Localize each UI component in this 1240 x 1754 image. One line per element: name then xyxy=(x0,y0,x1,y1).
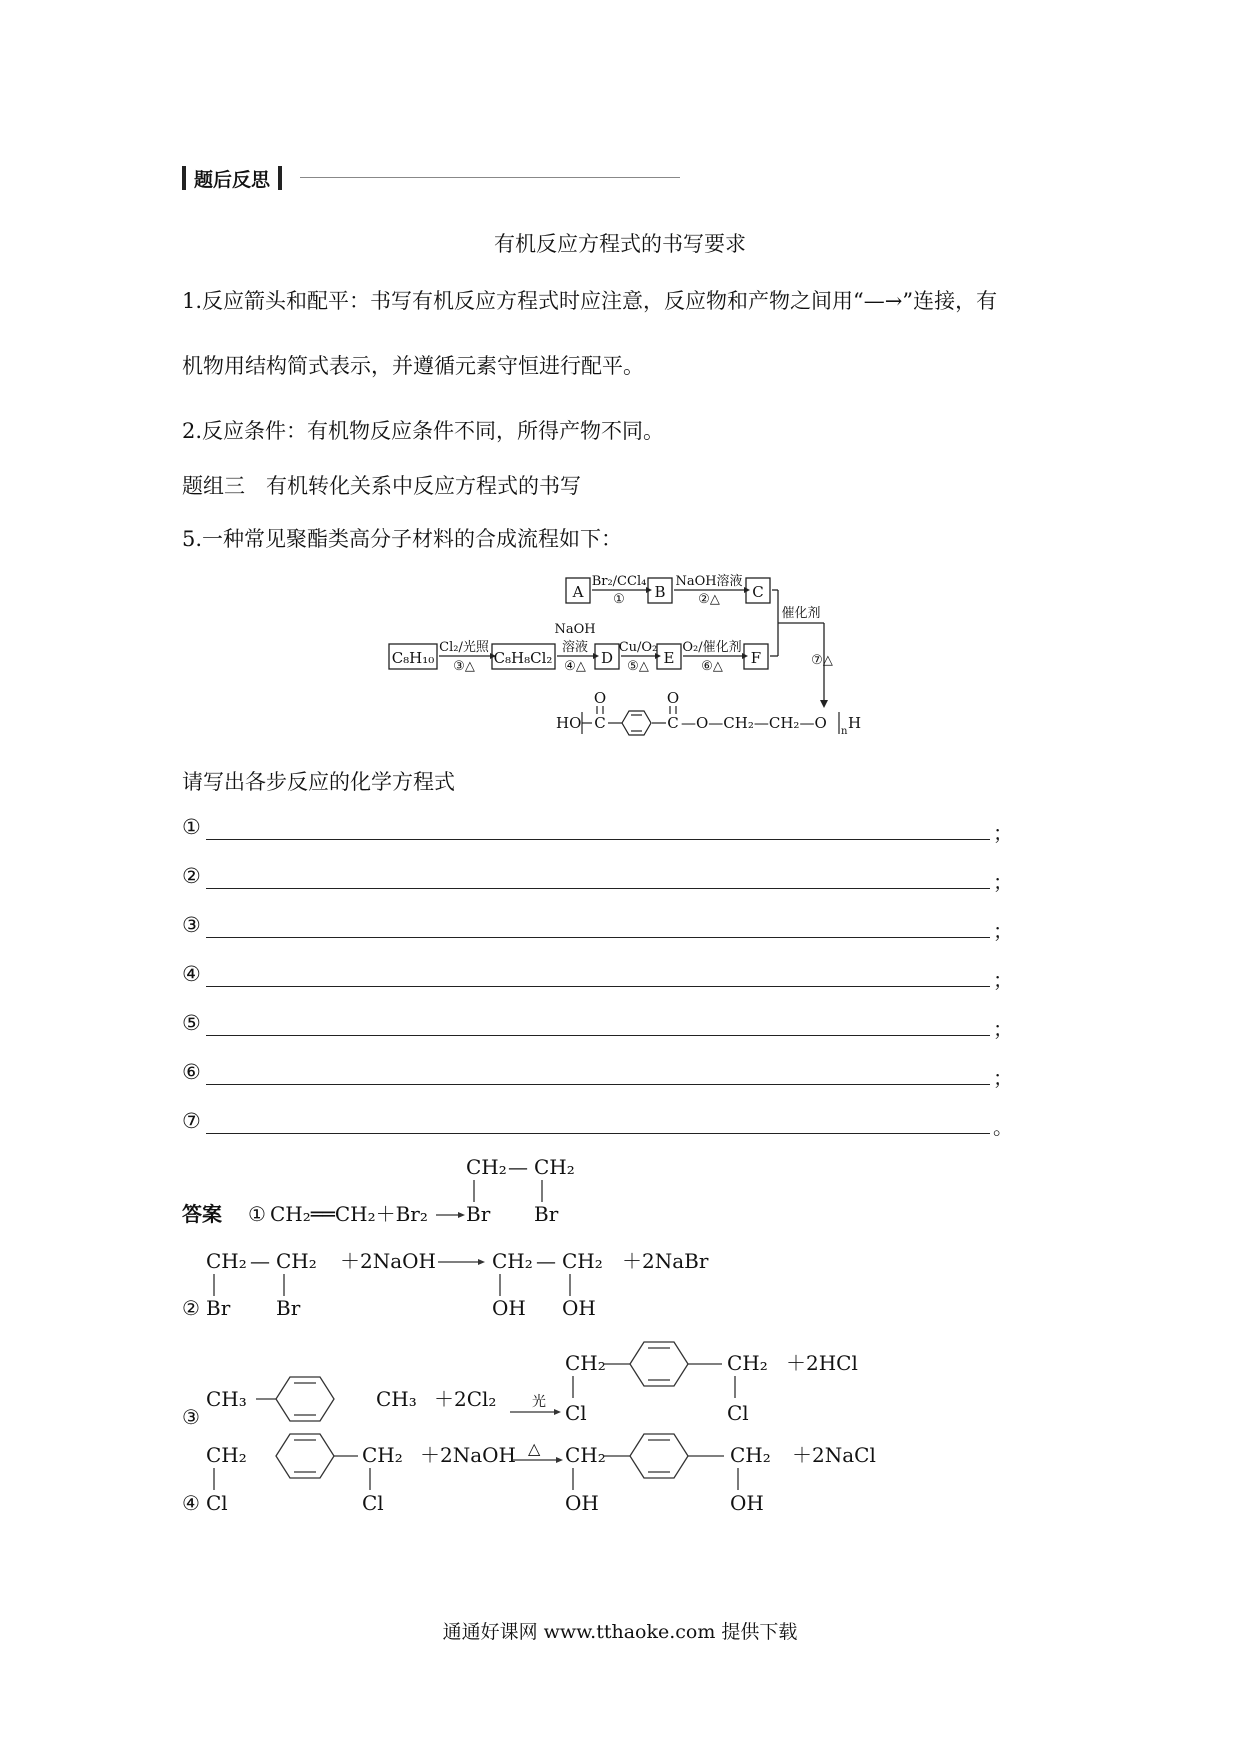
blank-6-mark: ⑥ xyxy=(182,1060,201,1084)
blank-4-mark: ④ xyxy=(182,962,201,986)
blank-4-end: ； xyxy=(993,968,1013,992)
cond-2-bot: ②△ xyxy=(698,592,720,607)
cond-7-bot: ⑦△ xyxy=(811,653,833,668)
eq1-product-br-1: Br xyxy=(466,1202,491,1226)
eq3-byproduct: ＋2HCl xyxy=(786,1351,858,1375)
eq2-product-ch2-2: CH₂ xyxy=(562,1249,603,1273)
polymer-ho: HO xyxy=(556,714,582,732)
blank-6[interactable] xyxy=(206,1084,990,1085)
cond-5-top: Cu/O₂ xyxy=(618,640,658,655)
blank-2[interactable] xyxy=(206,888,990,889)
eq2-reactant-ch2-2: CH₂ xyxy=(276,1249,317,1273)
eq3-product-ch2-2: CH₂ xyxy=(727,1351,768,1375)
polymer-n: n xyxy=(841,726,848,737)
answer-label: 答案 xyxy=(182,1202,222,1226)
eq2-reactant-bond: — xyxy=(250,1249,270,1273)
polymer-structure xyxy=(556,689,861,737)
label-b: B xyxy=(654,583,666,601)
cond-5-bot: ⑤△ xyxy=(627,659,649,674)
eq2-product-bond: — xyxy=(536,1249,556,1273)
question-text: 5.一种常见聚酯类高分子材料的合成流程如下： xyxy=(182,527,623,551)
polymer-chain: —O—CH₂—CH₂—O xyxy=(681,714,827,732)
eq3-ch3-left: CH₃ xyxy=(206,1387,247,1411)
answer-prompt: 请写出各步反应的化学方程式 xyxy=(182,770,455,794)
blank-6-end: ； xyxy=(993,1066,1013,1090)
eq4-number: ④ xyxy=(182,1491,200,1515)
eq3-reagent: ＋2Cl₂ xyxy=(434,1387,497,1411)
footer-credit: 通通好课网 www.tthaoke.com 提供下载 xyxy=(442,1621,798,1643)
eq1-product-ch2-2: CH₂ xyxy=(534,1155,575,1179)
cond-4-top-2: 溶液 xyxy=(561,640,589,655)
blank-7-end: 。 xyxy=(993,1115,1013,1139)
cond-3-top: Cl₂/光照 xyxy=(439,640,489,655)
eq3-ch3-right: CH₃ xyxy=(376,1387,417,1411)
eq3-product-cl-1: Cl xyxy=(565,1401,587,1425)
blank-4[interactable] xyxy=(206,986,990,987)
eq4-reagent: ＋2NaOH xyxy=(420,1443,516,1467)
label-c8h8cl2: C₈H₈Cl₂ xyxy=(493,649,553,667)
eq4-product-ch2-2: CH₂ xyxy=(730,1443,771,1467)
label-c8h10: C₈H₁₀ xyxy=(391,649,435,667)
eq1-reactants: CH₂══CH₂＋Br₂ xyxy=(270,1202,428,1226)
eq4-reactant-ch2-1: CH₂ xyxy=(206,1443,247,1467)
eq2-byproduct: ＋2NaBr xyxy=(622,1249,709,1273)
polymer-carbonyl-c-1: C xyxy=(594,714,606,732)
eq2-reactant-br-1: Br xyxy=(206,1296,231,1320)
eq2-product-ch2-1: CH₂ xyxy=(492,1249,533,1273)
cond-1-top: Br₂/CCl₄ xyxy=(591,574,647,589)
eq1-product-br-2: Br xyxy=(534,1202,559,1226)
eq4-byproduct: ＋2NaCl xyxy=(792,1443,876,1467)
eq4-product-ch2-1: CH₂ xyxy=(565,1443,606,1467)
blank-3[interactable] xyxy=(206,937,990,938)
eq1-product-bond: — xyxy=(508,1155,528,1179)
polymer-carbonyl-o-1: O xyxy=(593,689,607,707)
blank-1[interactable] xyxy=(206,839,990,840)
eq3-number: ③ xyxy=(182,1405,200,1429)
eq4-condition: △ xyxy=(528,1439,541,1458)
section-label: 题后反思 xyxy=(194,168,271,191)
eq2-reagent: ＋2NaOH xyxy=(340,1249,436,1273)
page-title: 有机反应方程式的书写要求 xyxy=(494,232,746,256)
arrow-symbol: —→ xyxy=(863,289,903,313)
eq4-product-oh-1: OH xyxy=(565,1491,599,1515)
cond-6-top: O₂/催化剂 xyxy=(682,640,742,655)
cond-2-top: NaOH溶液 xyxy=(675,574,743,589)
cond-3-bot: ③△ xyxy=(453,659,475,674)
blank-1-mark: ① xyxy=(182,815,201,839)
synthesis-scheme xyxy=(0,0,1240,760)
eq4-reactant-cl-2: Cl xyxy=(362,1491,384,1515)
blank-7[interactable] xyxy=(206,1133,990,1134)
rule-1-line-2: 机物用结构简式表示，并遵循元素守恒进行配平。 xyxy=(182,354,644,378)
eq2-reactant-ch2-1: CH₂ xyxy=(206,1249,247,1273)
eq3-condition: 光 xyxy=(532,1394,546,1410)
label-d: D xyxy=(600,649,614,667)
cond-7-catalyst: 催化剂 xyxy=(781,606,821,621)
eq4-reactant-ch2-2: CH₂ xyxy=(362,1443,403,1467)
polymer-h: H xyxy=(848,714,862,732)
eq3-product-cl-2: Cl xyxy=(727,1401,749,1425)
blank-2-end: ； xyxy=(993,870,1013,894)
label-e: E xyxy=(663,649,675,667)
eq1-number: ① xyxy=(248,1202,266,1226)
blank-2-mark: ② xyxy=(182,864,201,888)
cond-4-top-1: NaOH xyxy=(554,622,596,637)
eq2-product-oh-2: OH xyxy=(562,1296,596,1320)
cond-4-bot: ④△ xyxy=(564,659,586,674)
cond-1-bot: ① xyxy=(613,592,625,607)
blank-3-mark: ③ xyxy=(182,913,201,937)
blank-7-mark: ⑦ xyxy=(182,1109,201,1133)
eq3-product-ch2-1: CH₂ xyxy=(565,1351,606,1375)
rule-2: 2.反应条件：有机物反应条件不同，所得产物不同。 xyxy=(182,419,665,443)
group-heading: 题组三 有机转化关系中反应方程式的书写 xyxy=(182,474,581,498)
blank-1-end: ； xyxy=(993,821,1013,845)
eq4-product-oh-2: OH xyxy=(730,1491,764,1515)
label-f: F xyxy=(750,649,762,667)
label-c: C xyxy=(752,583,764,601)
eq4-reactant-cl-1: Cl xyxy=(206,1491,228,1515)
blank-5-mark: ⑤ xyxy=(182,1011,201,1035)
eq1-product-ch2-1: CH₂ xyxy=(466,1155,507,1179)
cond-6-bot: ⑥△ xyxy=(701,659,723,674)
eq2-reactant-br-2: Br xyxy=(276,1296,301,1320)
polymer-carbonyl-c-2: C xyxy=(667,714,679,732)
blank-5[interactable] xyxy=(206,1035,990,1036)
rule-1-text-end: ”连接，有 xyxy=(902,289,998,313)
polymer-carbonyl-o-2: O xyxy=(666,689,680,707)
label-a: A xyxy=(572,583,584,601)
eq2-product-oh-1: OH xyxy=(492,1296,526,1320)
answer-equations xyxy=(0,1140,1240,1560)
rule-1-text: 1.反应箭头和配平：书写有机反应方程式时应注意，反应物和产物之间用“ xyxy=(182,289,864,313)
eq2-number: ② xyxy=(182,1296,200,1320)
blank-5-end: ； xyxy=(993,1017,1013,1041)
blank-3-end: ； xyxy=(993,919,1013,943)
